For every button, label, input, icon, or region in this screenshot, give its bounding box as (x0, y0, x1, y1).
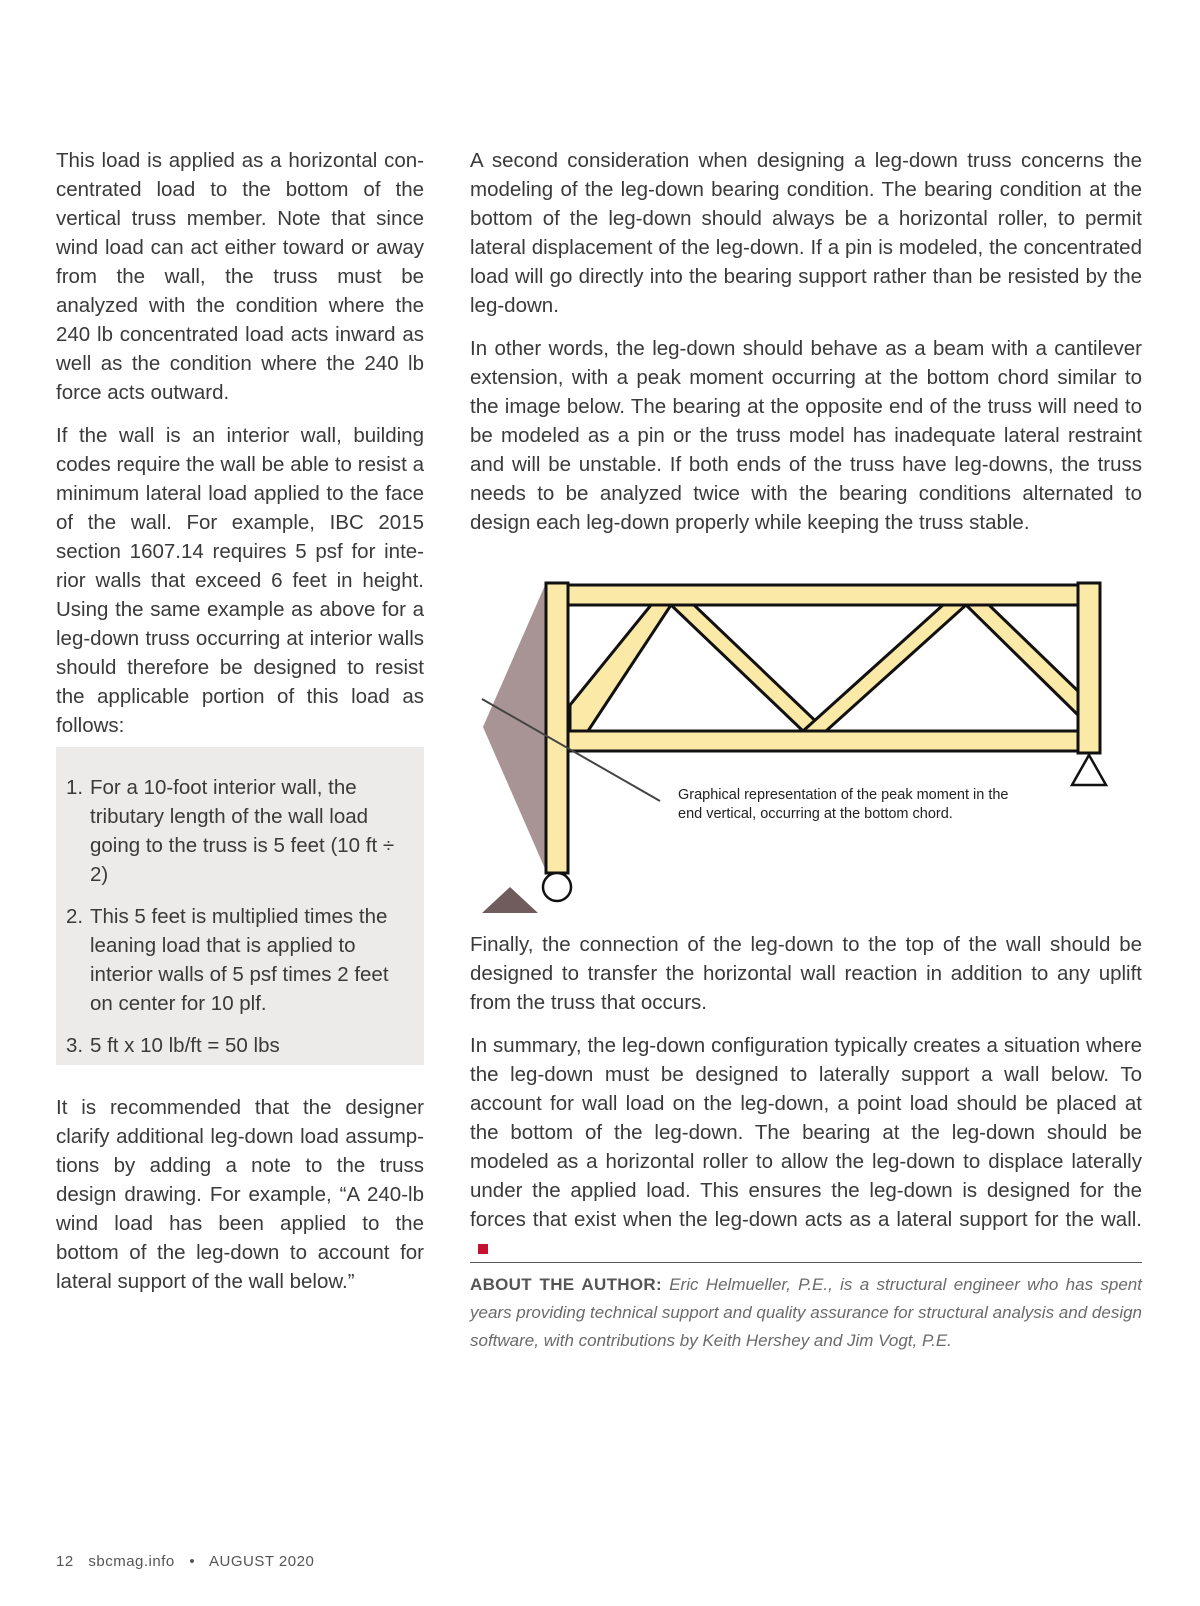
web-member (803, 605, 966, 731)
roller-support-icon (543, 873, 571, 901)
truss-figure (466, 575, 1146, 927)
truss-webs (570, 605, 1078, 731)
left-paragraph-3: It is recommended that the designer clarify additional leg-down load assumptions by adding a note to the truss design drawing. For example, “A 240-lb wind load has been applied to the bottom of the leg-down to account for lateral support of the wall below.” (56, 1096, 424, 1293)
left-paragraph-1: This load is applied as a horizontal concentrated load to the bottom of the vertical truss member. Note that since wind load can act either toward or away from the wall, the truss must be analyzed with the condition where the 240 lb concentrated load acts inward as well as the condition where the 240 lb force acts outward. (56, 149, 424, 404)
page-footer (56, 1553, 324, 1570)
list-text: This 5 feet is multiplied times the leaning load that is applied to interior walls of 5 psf times 2 feet on center for 10 plf. (90, 905, 389, 1015)
web-member (671, 605, 826, 731)
list-number: 2. (66, 905, 84, 928)
calculation-list (66, 773, 402, 1060)
right-paragraph-2: In other words, the leg-down should behave as a beam with a cantilever extension, with a peak moment occurring at the bottom chord similar to the image below. The bearing at the opposite end of the truss will need to be modeled as a pin or the truss model has inadequate lateral restraint and will be unstable. If both ends of the truss have leg-downs, the truss needs to be analyzed twice with the bearing conditions alternated to design each leg-down properly while keeping the truss stable. (470, 337, 1142, 534)
bottom-chord (568, 731, 1078, 751)
web-member (570, 605, 671, 731)
right-paragraph-1: A second consideration when designing a leg-down truss concerns the modeling of the leg-down bearing condition. The bearing condition at the bottom of the leg-down should always be a horizontal roller, to permit lateral displacement of the leg-down. If a pin is modeled, the concentrated load will go directly into the bearing support rather than be resisted by the leg-down. (470, 149, 1142, 317)
right-paragraph-4-text: In summary, the leg-down configuration typically creates a situation where the leg-down must be designed to laterally support a wall below. To account for wall load on the leg-down, a point load should be placed at the bottom of the leg-down. The bearing at the leg-down should be modeled as a horizontal roller to allow the leg-down to displace laterally under the applied load. This ensures the leg-down is designed for the forces that exist when the leg-down acts as a lateral support for the wall. (470, 1034, 1142, 1231)
right-paragraph-3: Finally, the connection of the leg-down to the top of the wall should be designed to transfer the horizontal wall reaction in addition to any uplift from the truss that occurs. (470, 933, 1142, 1014)
left-bottom-column (56, 1093, 424, 1310)
footer-issue: AUGUST 2020 (209, 1553, 315, 1570)
figure-caption-line-1: Graphical representation of the peak moment in the (678, 787, 1009, 803)
truss-diagram (466, 575, 1146, 927)
author-label: ABOUT THE AUTHOR: (470, 1275, 662, 1294)
author-bio: Eric Helmueller, P.E., is a structural engineer who has spent years providing technical support and quality assurance for structural analysis and design software, with contributions by Keith Hershey and Jim Vogt, P.E. (470, 1275, 1142, 1350)
end-vertical (1078, 583, 1100, 753)
top-chord (568, 585, 1078, 605)
right-lower-column (470, 930, 1142, 1277)
left-paragraph-2: If the wall is an interior wall, building codes require the wall be able to resist a minimum lateral load applied to the face of the wall. For example, IBC 2015 section 1607.14 requires 5 psf for interior walls that exceed 6 feet in height. Using the same example as above for a leg-down truss occurring at interior walls should therefore be designed to resist the applicable portion of this load as follows: (56, 424, 424, 737)
page-number: 12 (56, 1553, 74, 1570)
footer-site: sbcmag.info (88, 1553, 175, 1570)
list-text: 5 ft x 10 lb/ft = 50 lbs (90, 1034, 280, 1057)
list-item (66, 1031, 402, 1060)
load-arrow-icon (482, 887, 538, 913)
pin-support-icon (1072, 755, 1106, 785)
left-column (56, 146, 424, 754)
list-item (66, 902, 402, 1018)
moment-diagram (483, 583, 546, 871)
about-author (470, 1262, 1142, 1355)
list-number: 1. (66, 776, 84, 799)
right-paragraph-4 (470, 1031, 1142, 1263)
list-text: For a 10-foot interior wall, the tributary length of the wall load going to the truss is 5 feet (10 ft ÷ 2) (90, 776, 395, 886)
list-number: 3. (66, 1034, 84, 1057)
right-column (470, 146, 1142, 551)
calculation-sidebar (56, 747, 424, 1065)
leg-down-vertical (546, 583, 568, 873)
figure-caption-line-2: end vertical, occurring at the bottom chord. (678, 806, 953, 822)
list-item (66, 773, 402, 889)
web-member (966, 605, 1078, 715)
footer-bullet: • (189, 1553, 196, 1570)
end-of-article-icon (478, 1244, 488, 1254)
